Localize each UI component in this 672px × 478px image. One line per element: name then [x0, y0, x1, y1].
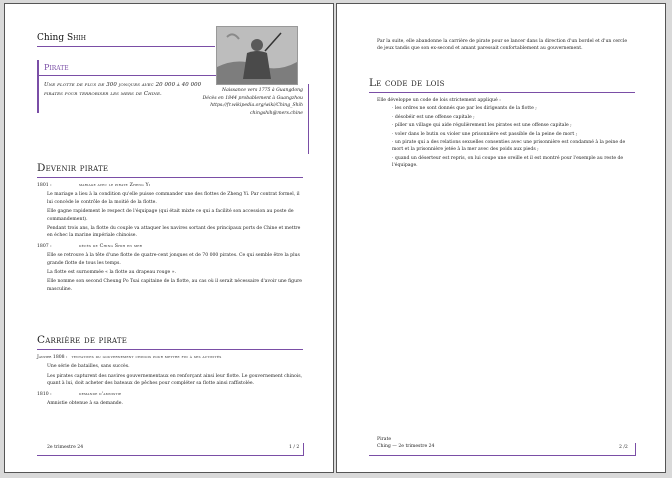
first-name: Ching — [37, 33, 65, 43]
entry-date: 1810 : — [37, 391, 52, 397]
info-block — [193, 87, 303, 117]
paragraph: Elle se retrouve à la tête d'une flotte de quatre-cent jonques et de 70 000 pirates. Ce qui semble être la plus grande flotte de tous les temps. — [47, 253, 300, 266]
paragraph: Le mariage a lieu à la condition qu'elle puisse commander une des flottes de Zheng Yi. Par contrat formel, il lui concède le contrôle de la moitié de la flotte. — [47, 192, 300, 205]
footer-left — [377, 436, 434, 451]
page-2 — [336, 3, 666, 473]
paragraph: Elle nomme son second Cheung Po Tsai capitaine de la flotte, au cas où il serait nécessaire d'avoir une figure masculine. — [47, 279, 302, 292]
section-carriere-body — [37, 354, 303, 409]
footer-tick — [635, 443, 636, 456]
list-item-text: un pirate qui a des relations sexuelles consenties avec une prisonnière est condamné à la peine de mort et la prisonnière jetée à la mer avec des poids aux pieds ; — [392, 140, 626, 153]
wiki-link[interactable]: https://fr.wikipedia.org/wiki/Ching_Shih — [210, 103, 303, 108]
section-title-carriere: Carrière de pirate — [37, 334, 128, 346]
list-item: · piller un village qui aide régulièrement les pirates est une offense capitale ; — [392, 123, 572, 129]
entry-heading: mariage avec le pirate Zheng Yi — [79, 183, 151, 188]
paragraph: Elle gagne rapidement le respect de l'équipage (qui était mixte ce qui a facilité son accession au poste de commandement). — [47, 209, 294, 222]
entry-date: Janvier 1808 : — [37, 355, 68, 360]
pirate-box-rule — [39, 75, 217, 76]
list-item: · voler dans le butin ou violer une prisonnière est passible de la peine de mort ; — [392, 131, 578, 137]
person-name — [37, 33, 86, 43]
entry-1808 — [37, 354, 303, 361]
footer-page-number: 1 / 2 — [289, 445, 300, 450]
entry-heading: décès de Ching Shih en mer — [79, 243, 143, 249]
name-rule — [37, 46, 215, 47]
email-link[interactable]: chingshih@mers.chine — [249, 110, 303, 116]
section-title-code: Le code de lois — [369, 77, 445, 89]
birth-info: Naissance vers 1775 à Guangdong — [222, 88, 303, 93]
footer-rule — [369, 455, 635, 456]
footer-subtitle: Ching — 2e trimestre 24 — [377, 444, 435, 450]
list-item: · un pirate qui a des relations sexuelles consenties avec une prisonnière est condamné à la peine de mort et la prisonnière jetée à la mer avec des poids aux pieds ; — [392, 140, 626, 153]
section-rule-1 — [37, 177, 303, 178]
paragraph: Pendant trois ans, la flotte du couple va attaquer les navires sortant des principaux ports de Chine et mettre en échec la marine impériale chinoise. — [47, 226, 301, 239]
pirate-box-title: Pirate — [44, 63, 69, 72]
portrait-image — [216, 26, 298, 85]
footer-tick — [303, 443, 304, 456]
list-item: · quand un déserteur est repris, on lui coupe une oreille et il est montré pour l'exemple au reste de l'équipage. — [392, 155, 624, 169]
entry-1807 — [37, 243, 303, 250]
entry-date: 1807 : — [37, 243, 52, 249]
page-1 — [4, 3, 334, 473]
entry-1801 — [37, 182, 303, 189]
list-item: · les ordres ne sont donnés que par les dirigeants de la flotte ; — [392, 106, 537, 112]
list-item-text: désobéir est une offense capitale ; — [394, 114, 475, 120]
list-item: · désobéir est une offense capitale ; — [392, 114, 475, 120]
footer-rule — [37, 455, 303, 456]
code-lead: Elle développe un code de lois strictement appliqué : — [377, 98, 501, 103]
list-item-text: piller un village qui aide régulièrement les pirates est une offense capitale ; — [394, 123, 572, 129]
list-item-text: quand un déserteur est repris, on lui coupe une oreille et il est montré pour l'exemple au reste de l'équipage. — [392, 155, 624, 169]
list-item-text: les ordres ne sont donnés que par les dirigeants de la flotte ; — [394, 106, 537, 112]
pirate-box — [37, 60, 215, 113]
section-title-devenir: Devenir pirate — [37, 162, 109, 174]
paragraph: Une série de batailles, sans succès. — [47, 364, 130, 370]
entry-1810 — [37, 391, 303, 398]
footer-title: Pirate — [377, 437, 392, 442]
section-rule-2 — [37, 349, 303, 350]
list-item-text: voler dans le butin ou violer une prisonnière est passible de la peine de mort ; — [394, 131, 578, 137]
pirate-box-description: Une flotte de plus de 300 jonques avec 20 000 à 40 000 pirates pour terroriser les mers de Chine. — [44, 82, 202, 97]
code-list — [377, 97, 635, 171]
intro-paragraph: Par la suite, elle abandonne la carrière de pirate pour se lancer dans la direction d'un bordel et d'un cercle de jeux tandis que son ex-second et amant paressait confortablement au gouvernement. — [377, 39, 628, 52]
footer-left: 2e trimestre 24 — [47, 445, 84, 450]
death-info: Décès en 1844 probablement à Guangzhou — [202, 95, 303, 101]
entry-heading: tentatives du gouvernement chinois pour mettre fin à ses activités — [71, 355, 222, 360]
section-devenir-body — [37, 182, 303, 295]
footer-page-number: 2 /2 — [619, 445, 628, 450]
entry-date: 1801 : — [37, 183, 52, 188]
paragraph: Amnistie obtenue à sa demande. — [47, 401, 123, 407]
entry-heading: demande d'amnistie — [79, 391, 122, 397]
paragraph: La flotte est surnommée « la flotte au drapeau rouge ». — [47, 270, 176, 276]
paragraph: Les pirates capturent des navires gouvernementaux en renforçant ainsi leur flotte. Le gouvernement chinois, quant à lui, doit acheter des bateaux de pêches pour compléter sa flotte ainsi raffistolée. — [47, 373, 303, 387]
last-name: Shih — [67, 33, 87, 43]
portrait-drawing — [217, 27, 297, 84]
info-rule — [308, 84, 309, 154]
section-rule-3 — [369, 92, 635, 93]
